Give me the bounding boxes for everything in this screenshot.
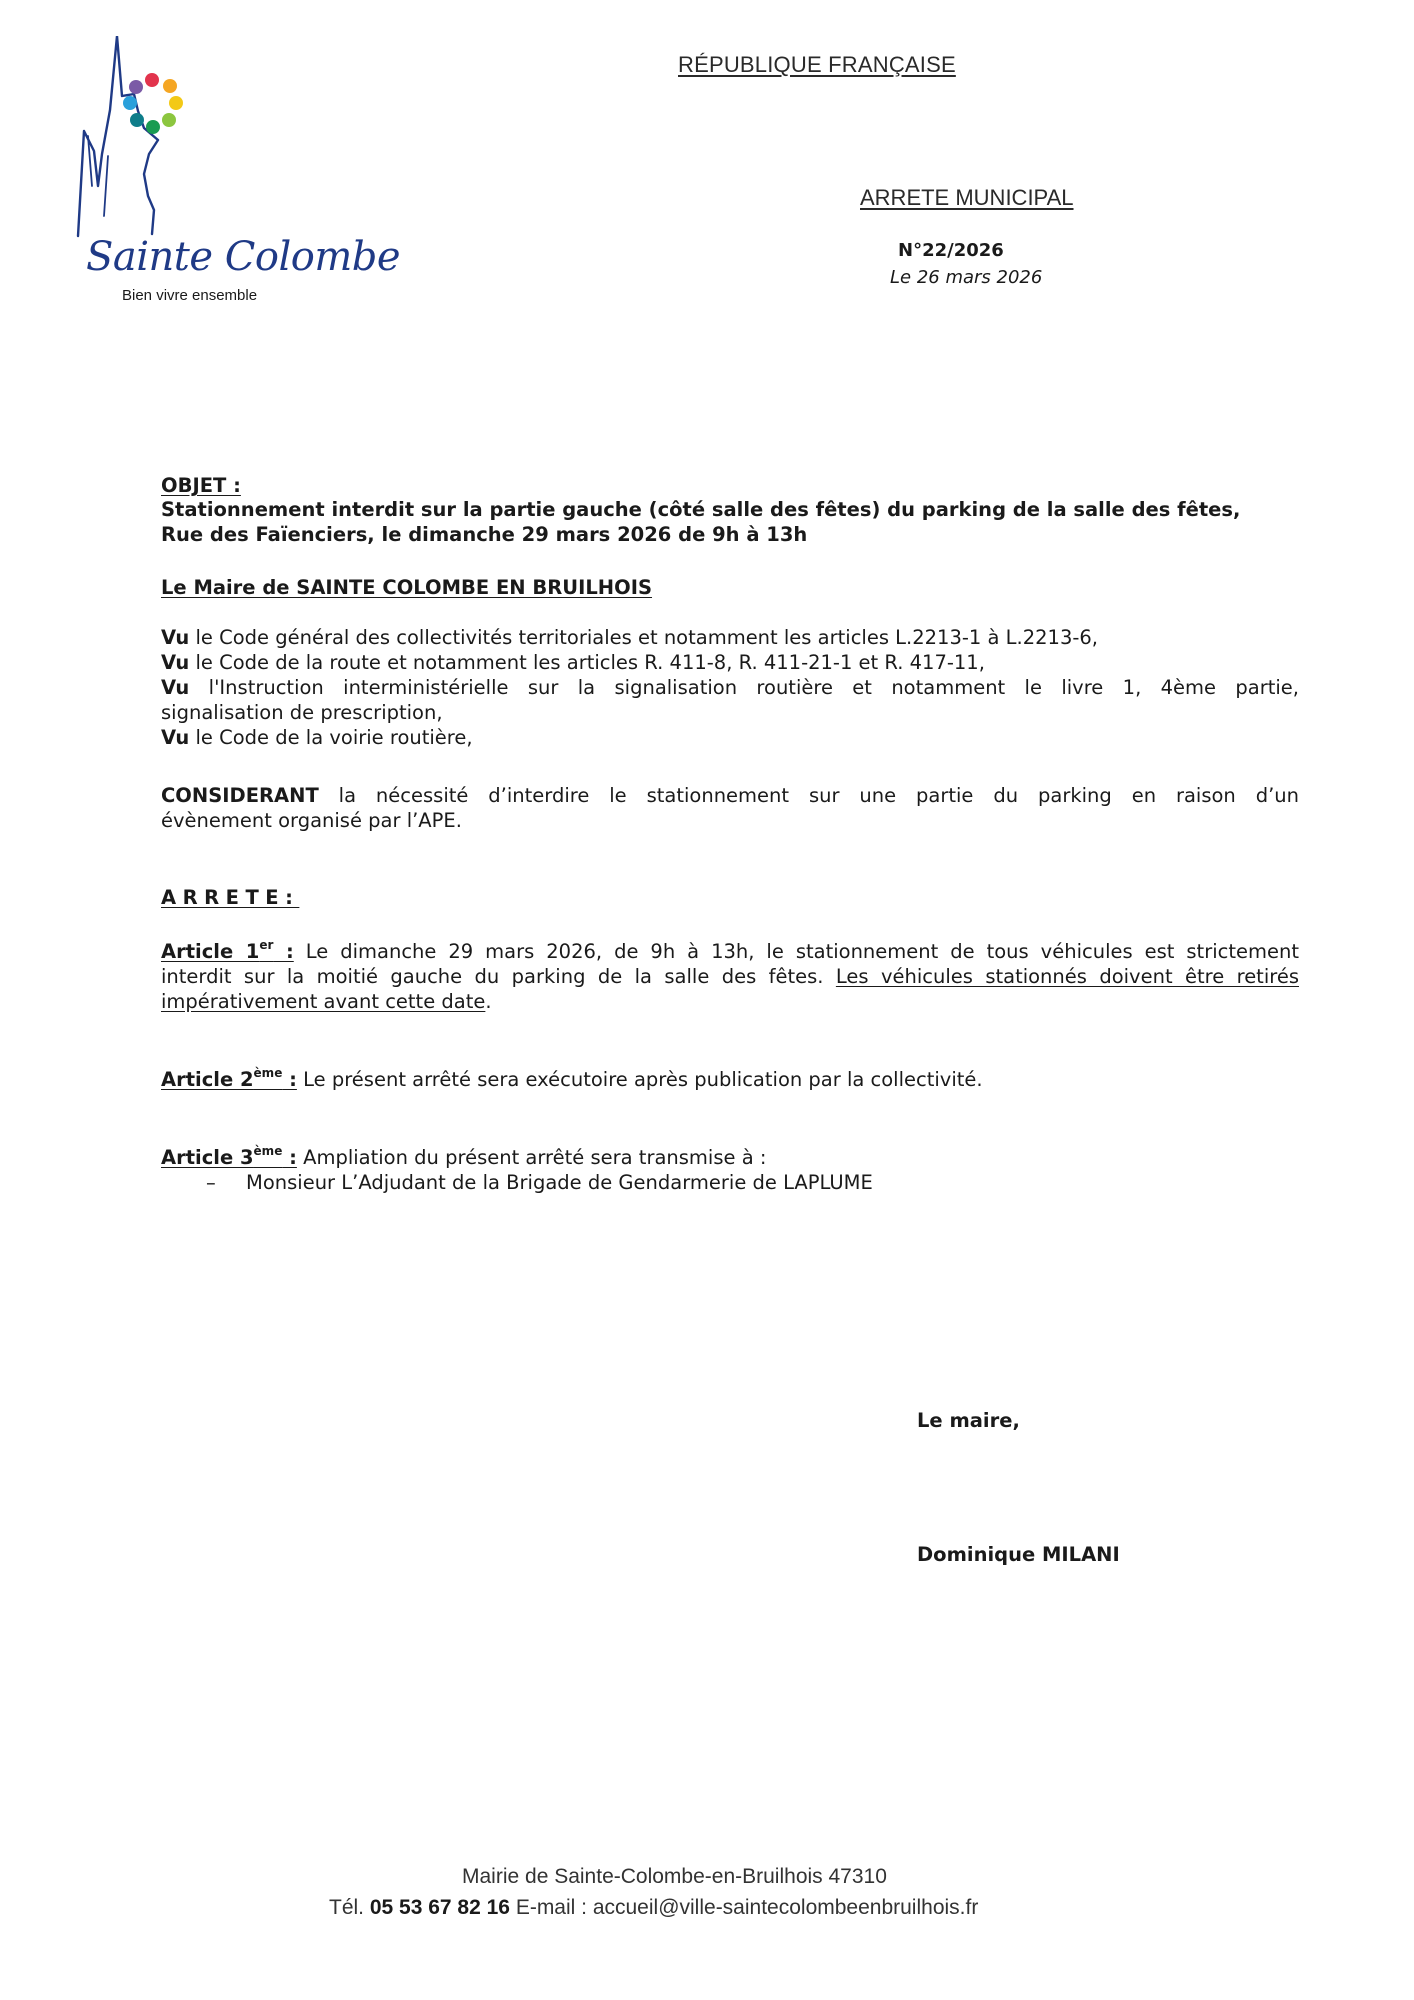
footer-contact [329, 1896, 978, 1920]
article-2-text: Le présent arrêté sera exécutoire après publication par la collectivité. [296, 1068, 983, 1091]
article-label-colon: : [282, 1068, 297, 1091]
arrete-date: Le 26 mars 2026 [890, 267, 1043, 288]
vu-word: Vu [161, 626, 190, 649]
article-1-text-underlined-end: impérativement avant cette date [161, 990, 486, 1013]
article-label-sup: ème [253, 1143, 283, 1158]
vu-clause-3 [161, 676, 1299, 701]
vu-text: le Code général des collectivités territoriales et notamment les articles L.2213-1 à L.2213-6, [189, 626, 1098, 649]
logo-dot [123, 96, 137, 110]
signature-title: Le maire, [917, 1409, 1020, 1432]
objet-label: OBJET : [161, 474, 241, 497]
republic-heading: RÉPUBLIQUE FRANÇAISE [678, 52, 956, 77]
arrete-number: N°22/2026 [898, 240, 1004, 261]
arrete-heading: ARRETE: [161, 886, 300, 909]
considerant-word: CONSIDERANT [161, 784, 319, 807]
article-label-sup: er [259, 937, 274, 952]
vu-text: l'Instruction interministérielle sur la signalisation routière et notamment le livre 1, 4ème partie, [189, 676, 1299, 699]
vu-clause-1 [161, 626, 1098, 651]
article-1-text: Le dimanche 29 mars 2026, de 9h à 13h, le stationnement de tous véhicules est strictement [293, 940, 1300, 963]
vu-clause-3-continuation: signalisation de prescription, [161, 701, 443, 724]
document-title: ARRETE MUNICIPAL [860, 185, 1074, 210]
maire-heading: Le Maire de SAINTE COLOMBE EN BRUILHOIS [161, 576, 653, 599]
vu-text: le Code de la route et notamment les articles R. 411-8, R. 411-21-1 et R. 417-11, [189, 651, 985, 674]
footer-tel-label: Tél. [329, 1896, 370, 1919]
article-1-line-1 [161, 937, 1300, 965]
municipal-logo [72, 36, 401, 316]
article-1-text-underlined: Les véhicules stationnés doivent être retirés [835, 965, 1299, 988]
article-3-text: Ampliation du présent arrêté sera transmise à : [296, 1146, 767, 1169]
footer-email: E-mail : accueil@ville-saintecolombeenbruilhois.fr [509, 1896, 979, 1919]
article-2-label [161, 1065, 297, 1091]
vu-word: Vu [161, 651, 190, 674]
considerant-line-1 [161, 784, 1299, 809]
logo-dot [162, 113, 176, 127]
footer-address: Mairie de Sainte-Colombe-en-Bruilhois 47310 [462, 1865, 887, 1888]
logo-name: Sainte Colombe [86, 234, 401, 280]
vu-clause-4 [161, 726, 473, 751]
article-label-sup: ème [253, 1065, 283, 1080]
vu-clause-2 [161, 651, 985, 676]
logo-tagline: Bien vivre ensemble [122, 287, 258, 304]
vu-word: Vu [161, 676, 190, 699]
article-label-text: Article 2 [161, 1068, 254, 1091]
article-1-text-plain: interdit sur la moitié gauche du parking de la salle des fêtes. [161, 965, 836, 988]
footer-phone: 05 53 67 82 16 [369, 1896, 510, 1919]
signature-name: Dominique MILANI [917, 1543, 1120, 1566]
article-1-label [161, 937, 294, 963]
article-2 [161, 1065, 983, 1093]
logo-dot [163, 79, 177, 93]
list-dash: – [206, 1171, 216, 1194]
church-outline [78, 36, 158, 236]
objet-line-1: Stationnement interdit sur la partie gauche (côté salle des fêtes) du parking de la salle des fêtes, [161, 498, 1241, 521]
article-1-period: . [485, 990, 492, 1013]
article-1-line-2 [161, 965, 1299, 990]
vu-word: Vu [161, 726, 190, 749]
article-label-colon: : [282, 1146, 297, 1169]
article-label-text: Article 3 [161, 1146, 254, 1169]
logo-dot [146, 120, 160, 134]
logo-dot [169, 96, 183, 110]
logo-dot [130, 113, 144, 127]
considerant-text: la nécessité d’interdire le stationnement sur une partie du parking en raison d’un [318, 784, 1299, 807]
objet-line-2: Rue des Faïenciers, le dimanche 29 mars 2026 de 9h à 13h [161, 523, 808, 546]
article-label-colon: : [273, 940, 294, 963]
article-3-recipient: Monsieur L’Adjudant de la Brigade de Gendarmerie de LAPLUME [246, 1171, 873, 1194]
article-3-label [161, 1143, 297, 1169]
considerant-line-2: évènement organisé par l’APE. [161, 809, 462, 832]
logo-graphic [72, 36, 332, 246]
logo-dot [129, 80, 143, 94]
article-label-text: Article 1 [161, 940, 260, 963]
vu-text: le Code de la voirie routière, [189, 726, 473, 749]
logo-dot [145, 73, 159, 87]
article-1-line-3 [161, 990, 492, 1015]
article-3 [161, 1143, 767, 1171]
